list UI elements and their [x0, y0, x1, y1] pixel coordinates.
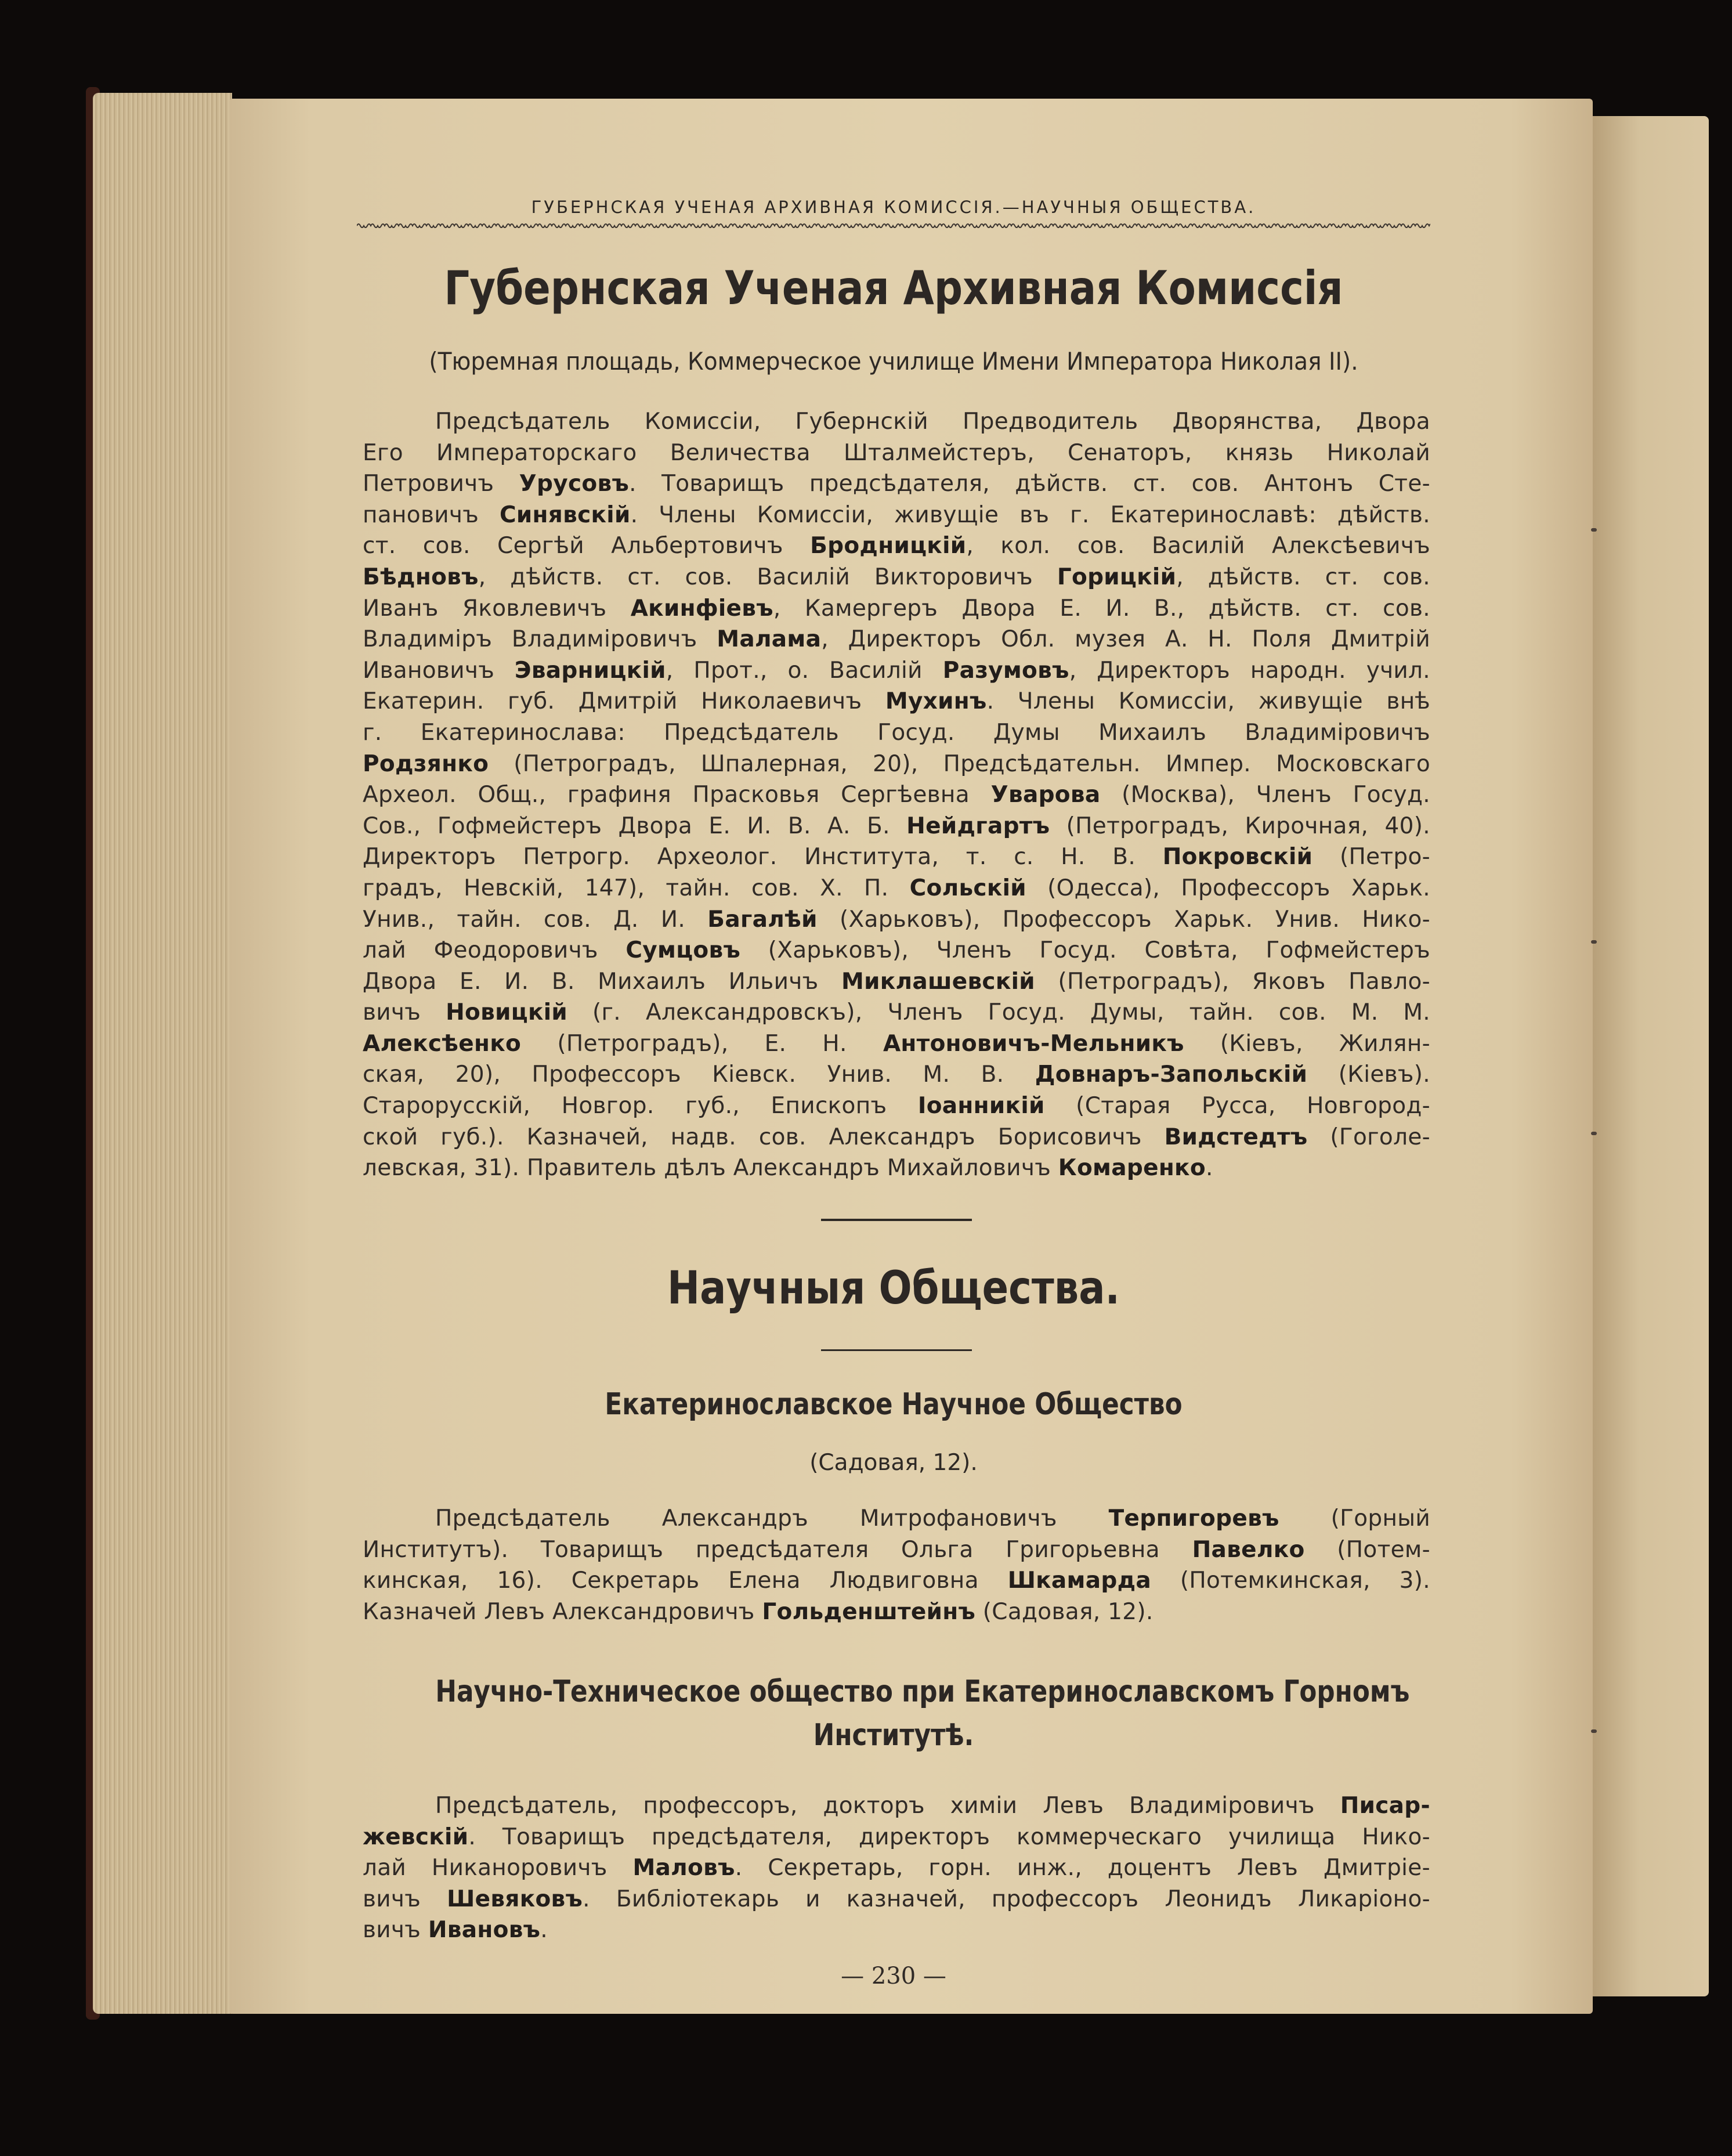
commission-paragraph	[363, 406, 1430, 1184]
text-line: Унив., тайн. сов. Д. И. Багалѣй (Харьковъ), Профессоръ Харьк. Унив. Нико-	[363, 906, 1430, 933]
text-line: Предсѣдатель Александръ Митрофановичъ Терпигоревъ (Горный	[435, 1505, 1430, 1532]
ekat-society-address: (Садовая, 12).	[809, 1450, 978, 1476]
text-line: Двора Е. И. В. Михаилъ Ильичъ Миклашевскій (Петроградъ), Яковъ Павло-	[363, 968, 1430, 995]
societies-title: Научныя Общества.	[667, 1262, 1120, 1314]
text-line: Директоръ Петрогр. Археолог. Института, т. с. Н. В. Покровскій (Петро-	[363, 844, 1430, 871]
page-mark	[1591, 1729, 1597, 1733]
text-line: Предсѣдатель Комиссіи, Губернскій Предводитель Дворянства, Двора	[435, 409, 1430, 435]
page-number: — 230 —	[841, 1963, 946, 1989]
text-line: левская, 31). Правитель дѣлъ Александръ Михайловичъ Комаренко.	[363, 1155, 1213, 1182]
text-line: Старорусскій, Новгор. губ., Епископъ Іоанникій (Старая Русса, Новгород-	[363, 1093, 1431, 1119]
text-line: Иванъ Яковлевичъ Акинфіевъ, Камергеръ Двора Е. И. В., дѣйств. ст. сов.	[363, 595, 1430, 622]
tech-society-title-line1: Научно-Техническое общество при Екатеринославскомъ Горномъ	[435, 1674, 1410, 1709]
tech-society-paragraph	[363, 1790, 1430, 1946]
text-line: Петровичъ Урусовъ. Товарищъ предсѣдателя, дѣйств. ст. сов. Антонъ Сте-	[363, 471, 1430, 497]
page-stack-edge	[93, 93, 232, 2014]
text-line: вичъ Новицкій (г. Александровскъ), Членъ Госуд. Думы, тайн. сов. М. М.	[363, 999, 1431, 1026]
text-line: ской губ.). Казначей, надв. сов. Александръ Борисовичъ Видстедтъ (Гоголе-	[363, 1124, 1430, 1150]
tech-society-title-line2: Институтѣ.	[813, 1718, 974, 1753]
page-mark	[1591, 940, 1597, 944]
text-line: градъ, Невскій, 147), тайн. сов. Х. П. Сольскій (Одесса), Профессоръ Харьк.	[363, 875, 1431, 901]
text-line: лай Никаноровичъ Маловъ. Секретарь, горн. инж., доцентъ Левъ Дмитріе-	[363, 1855, 1430, 1881]
text-line: вичъ Ивановъ.	[363, 1917, 548, 1944]
text-line: Институтъ). Товарищъ предсѣдателя Ольга Григорьевна Павелко (Потем-	[363, 1536, 1430, 1563]
ekat-society-title: Екатеринославское Научное Общество	[605, 1387, 1183, 1422]
section-divider	[821, 1219, 972, 1221]
text-line: ст. сов. Сергѣй Альбертовичъ Бродницкій, кол. сов. Василій Алексѣевичъ	[363, 533, 1430, 559]
text-line: вичъ Шевяковъ. Библіотекарь и казначей, профессоръ Леонидъ Ликаріоно-	[363, 1886, 1431, 1912]
text-line: Ивановичъ Эварницкій, Прот., о. Василій Разумовъ, Директоръ народн. учил.	[363, 657, 1430, 684]
commission-address: (Тюремная площадь, Коммерческое училище Имени Императора Николая II).	[429, 347, 1358, 375]
commission-title: Губернская Ученая Архивная Комиссія	[444, 261, 1343, 315]
text-line: Бѣдновъ, дѣйств. ст. сов. Василій Викторовичъ Горицкій, дѣйств. ст. сов.	[363, 564, 1430, 590]
text-line: Археол. Общ., графиня Прасковья Сергѣевна Уварова (Москва), Членъ Госуд.	[363, 782, 1430, 808]
text-line: Владиміръ Владиміровичъ Малама, Директоръ Обл. музея А. Н. Поля Дмитрій	[363, 626, 1430, 653]
running-header: ГУБЕРНСКАЯ УЧЕНАЯ АРХИВНАЯ КОМИССІЯ.—НАУЧНЫЯ ОБЩЕСТВА.	[531, 197, 1256, 217]
text-line: Екатерин. губ. Дмитрій Николаевичъ Мухинъ. Члены Комиссіи, живущіе внѣ	[363, 688, 1430, 715]
page-mark	[1591, 1132, 1597, 1135]
text-line: Алексѣенко (Петроградъ), Е. Н. Антоновичъ-Мельникъ (Кіевъ, Жилян-	[363, 1030, 1430, 1057]
text-line: лай Феодоровичъ Сумцовъ (Харьковъ), Членъ Госуд. Совѣта, Гофмейстеръ	[363, 937, 1430, 964]
text-line: жевскій. Товарищъ предсѣдателя, директоръ коммерческаго училища Нико-	[363, 1823, 1430, 1850]
text-line: ская, 20), Профессоръ Кіевск. Унив. М. В. Довнаръ-Запольскій (Кіевъ).	[363, 1061, 1430, 1088]
text-line: Предсѣдатель, професcоръ, докторъ химіи Левъ Владиміровичъ Писар-	[435, 1793, 1430, 1819]
text-line: кинская, 16). Секретарь Елена Людвиговна Шкамарда (Потемкинская, 3).	[363, 1568, 1430, 1594]
section-divider	[821, 1349, 972, 1351]
header-wavy-rule	[357, 222, 1430, 230]
text-line: Казначей Левъ Александровичъ Гольденштейнъ (Садовая, 12).	[363, 1598, 1154, 1625]
ekat-society-paragraph	[363, 1503, 1430, 1627]
text-line: пановичъ Синявскій. Члены Комиссіи, живущіе въ г. Екатеринославѣ: дѣйств.	[363, 501, 1430, 528]
text-line: Родзянко (Петроградъ, Шпалерная, 20), Предсѣдательн. Импер. Московскаго	[363, 750, 1430, 777]
text-line: Сов., Гофмейстеръ Двора Е. И. В. А. Б. Нейдгартъ (Петроградъ, Кирочная, 40).	[363, 812, 1430, 839]
text-line: г. Екатеринослава: Предсѣдатель Госуд. Думы Михаилъ Владиміровичъ	[363, 719, 1430, 746]
text-line: Его Императорскаго Величества Шталмейстеръ, Сенаторъ, князь Николай	[363, 439, 1430, 466]
facing-page-edge	[1593, 116, 1709, 1996]
page-mark	[1591, 528, 1597, 532]
